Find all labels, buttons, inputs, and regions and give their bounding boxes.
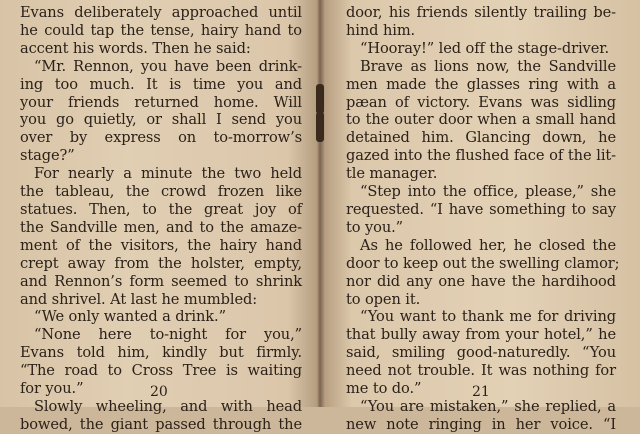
text-line: said, smiling good-naturedly. “You: [346, 344, 616, 362]
text-line: he could tap the tense, hairy hand to: [20, 21, 302, 39]
text-line: detained him. Glancing down, he: [346, 129, 616, 147]
right-page: [346, 4, 620, 433]
text-line: For nearly a minute the two held: [34, 165, 302, 183]
text-line: “Step into the office, please,” she: [360, 183, 616, 201]
text-line: accent his words. Then he said:: [20, 39, 251, 57]
text-line: that bully away from your hotel,” he: [346, 326, 616, 344]
text-line: to you.”: [346, 218, 404, 236]
text-line: tle manager.: [346, 165, 438, 183]
text-line: for you.”: [20, 380, 84, 398]
text-line: men made the glasses ring with a: [346, 75, 616, 93]
text-line: Slowly wheeling, and with head: [34, 397, 302, 415]
text-line: requested. “I have something to say: [346, 200, 616, 218]
text-line: ment of the visitors, the hairy hand: [20, 236, 302, 254]
left-page: [20, 4, 302, 433]
text-line: over by express on to-morrow’s: [20, 129, 302, 147]
text-line: nor did any one have the hardihood: [346, 272, 616, 290]
text-line: ing too much. It is time you and: [20, 75, 302, 93]
text-line: Evans deliberately approached until: [20, 4, 302, 21]
page-number: 20: [150, 384, 168, 400]
text-line: “We only wanted a drink.”: [34, 308, 226, 326]
page-number: 21: [472, 384, 490, 400]
text-line: “You want to thank me for driving: [360, 308, 616, 326]
text-line: gazed into the flushed face of the lit-: [346, 147, 616, 165]
text-line: “Mr. Rennon, you have been drink-: [34, 57, 302, 75]
text-line: “The road to Cross Tree is waiting: [20, 362, 302, 380]
text-line: Evans told him, kindly but firmly.: [20, 344, 302, 362]
binding-stain: [316, 112, 324, 142]
text-line: me to do.”: [346, 380, 422, 398]
text-line: and Rennon’s form seemed to shrink: [20, 272, 302, 290]
text-line: crept away from the holster, empty,: [20, 254, 302, 272]
binding-stain: [316, 84, 324, 114]
text-line: “You are mistaken,” she replied, a: [360, 397, 616, 415]
text-line: your friends returned home. Will: [20, 93, 302, 111]
text-line: need not trouble. It was nothing for: [346, 362, 616, 380]
text-line: “Hooray!” led off the stage-driver.: [360, 39, 610, 57]
text-line: pæan of victory. Evans was sidling: [346, 93, 616, 111]
text-line: “None here to-night for you,”: [34, 326, 302, 344]
text-line: bowed, the giant passed through the: [20, 415, 302, 433]
text-line: door to keep out the swelling clamor;: [346, 254, 620, 272]
text-line: new note ringing in her voice. “I: [346, 415, 616, 433]
text-line: to open it.: [346, 290, 421, 308]
text-line: the Sandville men, and to the amaze-: [20, 218, 302, 236]
text-line: As he followed her, he closed the: [360, 236, 616, 254]
text-line: and shrivel. At last he mumbled:: [20, 290, 258, 308]
text-line: to the outer door when a small hand: [346, 111, 616, 129]
text-line: Brave as lions now, the Sandville: [360, 57, 616, 75]
text-line: stage?”: [20, 147, 75, 165]
text-line: statues. Then, to the great joy of: [20, 200, 302, 218]
text-line: the tableau, the crowd frozen like: [20, 183, 302, 201]
text-line: hind him.: [346, 21, 416, 39]
text-line: door, his friends silently trailing be-: [346, 4, 616, 21]
text-line: you go quietly, or shall I send you: [20, 111, 302, 129]
